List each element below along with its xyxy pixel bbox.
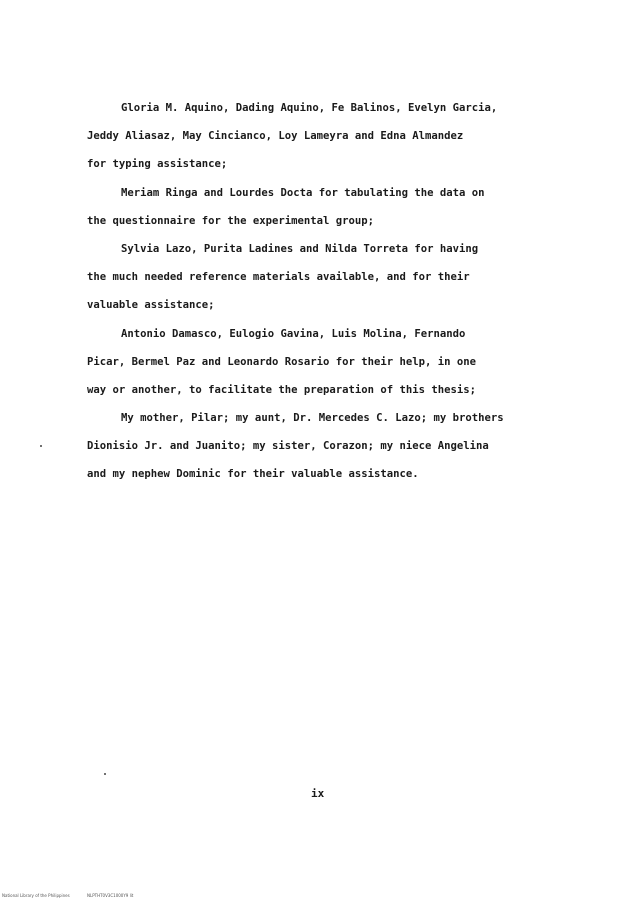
paragraph-line: Antonio Damasco, Eulogio Gavina, Luis Molina, Fernando — [121, 327, 466, 340]
acknowledgment-text — [87, 94, 557, 489]
page-number: ix — [311, 787, 325, 800]
paragraph-line: Sylvia Lazo, Purita Ladines and Nilda Torreta for having — [121, 242, 479, 255]
scan-speck — [40, 445, 42, 447]
footer-code: NLPTHT0V3C1000Y9 lit — [87, 893, 134, 898]
paragraph-line: valuable assistance; — [87, 299, 215, 312]
scan-footer — [2, 893, 149, 898]
paragraph-line: and my nephew Dominic for their valuable assistance. — [87, 468, 419, 481]
paragraph-line: Dionisio Jr. and Juanito; my sister, Corazon; my niece Angelina — [87, 440, 489, 453]
paragraph-line: the much needed reference materials available, and for their — [87, 271, 470, 284]
paragraph-line: way or another, to facilitate the preparation of this thesis; — [87, 383, 477, 396]
paragraph-line: the questionnaire for the experimental group; — [87, 214, 375, 227]
paragraph-line: Meriam Ringa and Lourdes Docta for tabulating the data on — [121, 186, 485, 199]
scan-speck — [104, 773, 106, 775]
paragraph-line: for typing assistance; — [87, 158, 228, 171]
paragraph-line: Gloria M. Aquino, Dading Aquino, Fe Balinos, Evelyn Garcia, — [121, 102, 498, 114]
paragraph-line: Picar, Bermel Paz and Leonardo Rosario for their help, in one — [87, 355, 477, 368]
paragraph-line: My mother, Pilar; my aunt, Dr. Mercedes C. Lazo; my brothers — [121, 412, 504, 425]
paragraph-line: Jeddy Aliasaz, May Cincianco, Loy Lameyra and Edna Almandez — [87, 130, 464, 143]
footer-library: National Library of the Philippines — [2, 893, 70, 898]
